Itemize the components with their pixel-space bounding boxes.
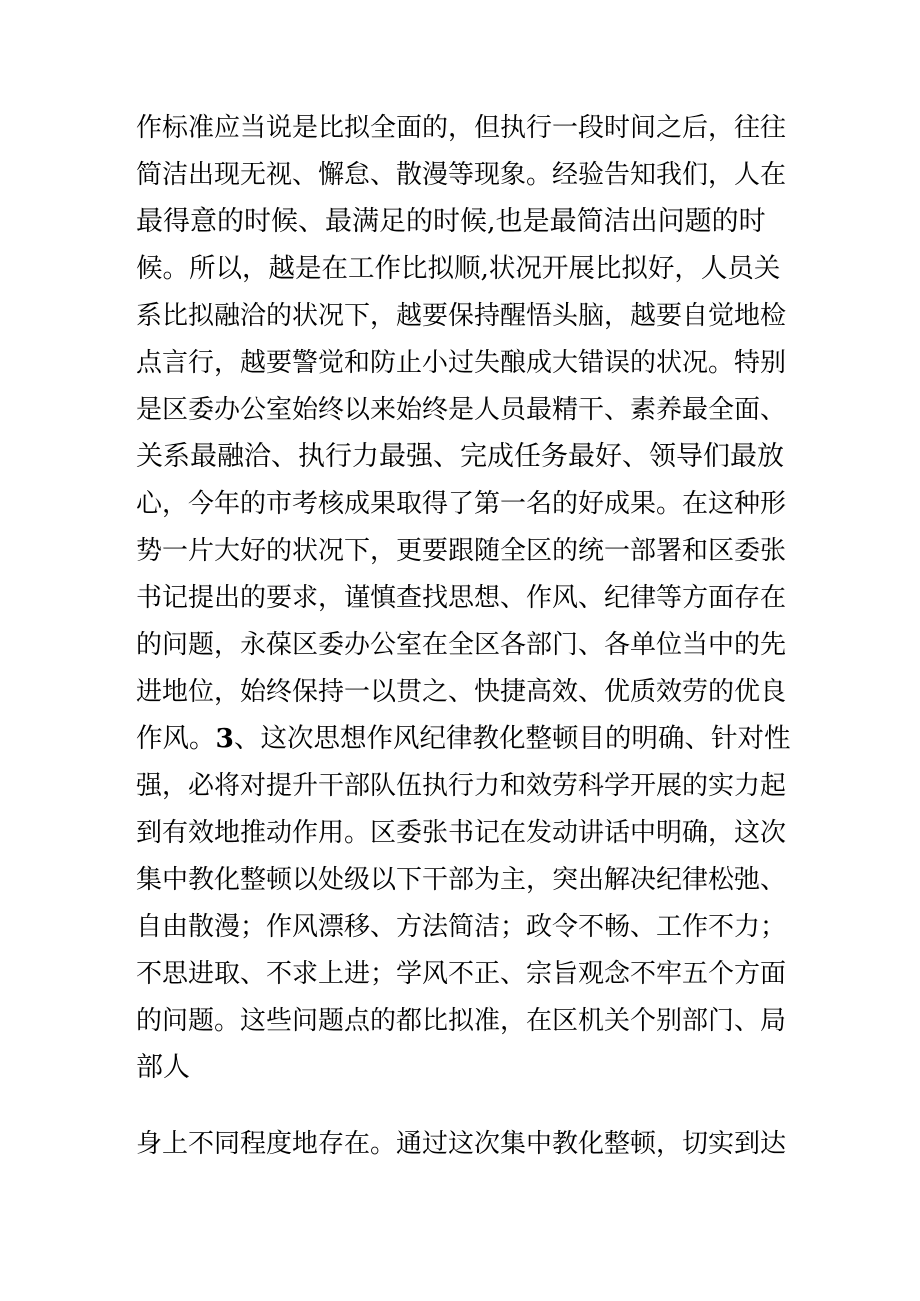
text-line: 最得意的时候、最满足的时候,也是最简洁出问题的时 xyxy=(136,206,766,237)
text-line: 身上不同程度地存在。通过这次集中教化整顿，切实到达 xyxy=(136,1129,787,1159)
text-line: 关系最融洽、执行力最强、完成任务最好、领导们最放 xyxy=(136,441,784,472)
text-line: 的问题，永葆区委办公室在全区各部门、各单位当中的先 xyxy=(136,630,787,660)
text-line: 的问题。这些问题点的都比拟准，在区机关个别部门、局 xyxy=(136,1006,787,1036)
text-line: 强，必将对提升干部队伍执行力和效劳科学开展的实力起 xyxy=(136,771,787,801)
section-number: 3 xyxy=(215,723,234,754)
text-line: 到有效地推动作用。区委张书记在发动讲话中明确，这次 xyxy=(136,818,787,848)
text-line: 进地位，始终保持一以贯之、快捷高效、优质效劳的优良 xyxy=(136,677,787,707)
text-line: 集中教化整顿以处级以下干部为主，突出解决纪律松弛、 xyxy=(136,865,787,895)
text-segment: 、这次思想作风纪律教化整顿目的明确、针对性 xyxy=(233,723,791,754)
text-line: 部人 xyxy=(136,1052,190,1083)
text-line: 是区委办公室始终以来始终是人员最精干、素养最全面、 xyxy=(136,395,787,425)
text-line: 自由散漫；作风漂移、方法简洁；政令不畅、工作不力； xyxy=(136,912,787,942)
text-line: 不思进取、不求上进；学风不正、宗旨观念不牢五个方面 xyxy=(136,959,787,989)
text-line: 简洁出现无视、懈怠、散漫等现象。经验告知我们，人在 xyxy=(136,160,787,190)
text-segment: 作风。 xyxy=(136,723,216,754)
text-line: 候。所以，越是在工作比拟顺,状况开展比拟好，人员关 xyxy=(136,253,781,284)
text-line: 心，今年的市考核成果取得了第一名的好成果。在这种形 xyxy=(136,489,787,519)
text-line: 系比拟融洽的状况下，越要保持醒悟头脑，越要自觉地检 xyxy=(136,301,787,331)
text-line: 作标准应当说是比拟全面的，但执行一段时间之后，往往 xyxy=(136,113,787,143)
text-line: 书记提出的要求，谨慎查找思想、作风、纪律等方面存在 xyxy=(136,583,787,613)
text-line-section-3 xyxy=(136,717,790,761)
text-line: 点言行，越要警觉和防止小过失酿成大错误的状况。特别 xyxy=(136,348,787,378)
text-line: 势一片大好的状况下，更要跟随全区的统一部署和区委张 xyxy=(136,536,787,566)
